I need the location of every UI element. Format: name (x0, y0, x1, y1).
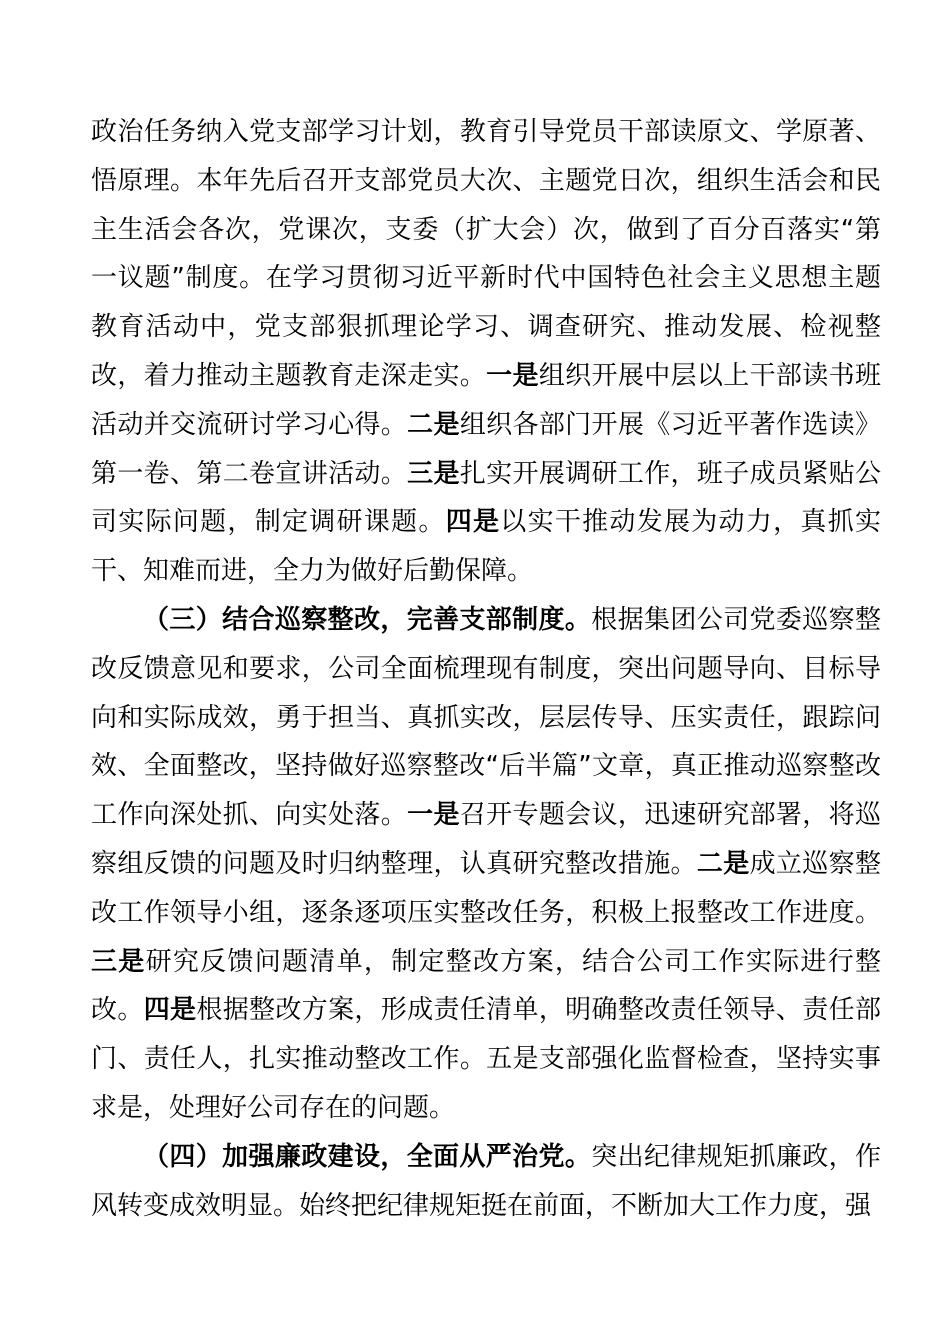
text-segment: 突出纪律规矩抓廉政，作风转变成效明显。始终把纪律规矩挺在前面，不断加大工作力度，强 (91, 1141, 881, 1221)
text-segment: 根据整改方案，形成责任清单，明确整改责任领导、责任部门、责任人，扎实推动整改工作。五是支部强化监督检查，坚持实事求是，处理好公司存在的问题。 (91, 995, 881, 1123)
bold-text-segment: 二是 (407, 409, 460, 440)
bold-text-segment: 四是 (143, 995, 197, 1026)
text-segment: 组织开展中层以上干部读书班活动并交流研讨学习心得。 (91, 360, 881, 440)
text-segment: 组织各部门开展《习近平著作选读》第一卷、第二卷宣讲活动。 (91, 409, 881, 489)
document-page (91, 108, 881, 1230)
text-segment: 根据集团公司党委巡察整改反馈意见和要求，公司全面梳理现有制度，突出问题导向、目标导向和实际成效，勇于担当、真抓实改，层层传导、压实责任，跟踪问效、全面整改，坚持做好巡察整改“后半篇”文章，真正推动巡察整改工作向深处抓、向实处落。 (91, 604, 881, 831)
bold-text-segment: 一是 (486, 360, 539, 391)
text-segment: 政治任务纳入党支部学习计划，教育引导党员干部读原文、学原著、悟原理。本年先后召开支部党员大次、主题党日次，组织生活会和民主生活会各次，党课次，支委（扩大会）次，做到了百分百落实“第一议题”制度。在学习贯彻习近平新时代中国特色社会主义思想主题教育活动中，党支部狠抓理论学习、调查研究、推动发展、检视整改，着力推动主题教育走深走实。 (91, 117, 881, 391)
bold-text-segment: 四是 (445, 507, 501, 538)
text-segment: 成立巡察整改工作领导小组，逐条逐项压实整改任务，积极上报整改工作进度。 (91, 848, 881, 928)
paragraph-3 (91, 1133, 881, 1231)
bold-text-segment: （四）加强廉政建设，全面从严治党。 (143, 1141, 592, 1172)
bold-text-segment: 二是 (696, 848, 750, 879)
bold-text-segment: 一是 (407, 800, 460, 831)
text-segment: 扎实开展调研工作，班子成员紧贴公司实际问题，制定调研课题。 (91, 458, 881, 538)
paragraph-2 (91, 596, 881, 1133)
bold-text-segment: 三是 (407, 458, 460, 489)
paragraph-1 (91, 108, 881, 596)
bold-text-segment: 三是 (91, 946, 146, 977)
text-segment: 研究反馈问题清单，制定整改方案，结合公司工作实际进行整改。 (91, 946, 881, 1026)
bold-text-segment: （三）结合巡察整改，完善支部制度。 (143, 604, 592, 635)
text-segment: 召开专题会议，迅速研究部署，将巡察组反馈的问题及时归纳整理，认真研究整改措施。 (91, 800, 881, 879)
text-segment: 以实干推动发展为动力，真抓实干、知难而进，全力为做好后勤保障。 (91, 507, 881, 587)
